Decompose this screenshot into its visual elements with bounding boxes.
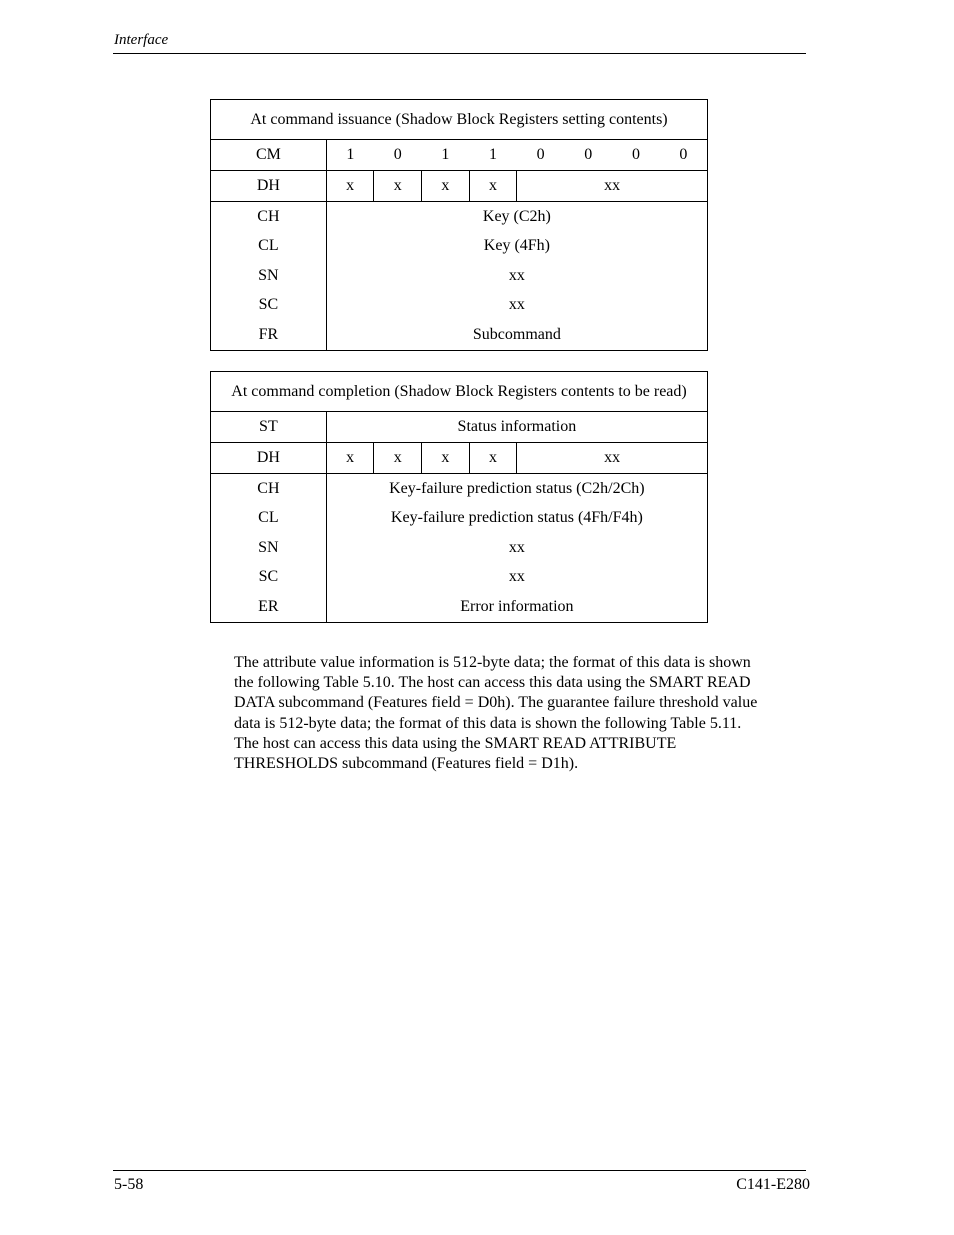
register-value-sn: xx bbox=[326, 261, 707, 291]
register-value-st: Status information bbox=[326, 412, 707, 443]
paragraph-line: DATA subcommand (Features field = D0h). The guarantee failure threshold value bbox=[234, 694, 758, 712]
register-label-sn: SN bbox=[211, 533, 327, 563]
register-label-fr: FR bbox=[211, 320, 327, 350]
register-label-cm: CM bbox=[211, 140, 327, 171]
issuance-register-table bbox=[210, 99, 708, 351]
dh-low-bits: xx bbox=[517, 443, 708, 474]
register-label-ch: CH bbox=[211, 202, 327, 232]
page-number: 5-58 bbox=[114, 1176, 144, 1193]
footer-rule bbox=[113, 1170, 806, 1171]
register-label-cl: CL bbox=[211, 232, 327, 262]
cm-bit-2: 0 bbox=[564, 140, 612, 171]
cm-bit-7: 1 bbox=[326, 140, 374, 171]
dh-bit-4: x bbox=[469, 443, 517, 474]
paragraph-line: The attribute value information is 512-byte data; the format of this data is shown bbox=[234, 654, 751, 671]
body-paragraph bbox=[234, 653, 814, 774]
register-value-fr: Subcommand bbox=[326, 320, 707, 350]
table-caption: At command issuance (Shadow Block Registers setting contents) bbox=[211, 100, 708, 140]
cm-bit-4: 1 bbox=[469, 140, 517, 171]
dh-bit-4: x bbox=[469, 171, 517, 202]
register-value-sn: xx bbox=[326, 533, 707, 563]
register-label-er: ER bbox=[211, 592, 327, 622]
register-label-ch: CH bbox=[211, 474, 327, 504]
header-rule bbox=[113, 53, 806, 54]
dh-bit-5: x bbox=[422, 171, 470, 202]
paragraph-line: the following Table 5.10. The host can access this data using the SMART READ bbox=[234, 674, 751, 692]
register-value-sc: xx bbox=[326, 563, 707, 593]
dh-bit-7: x bbox=[326, 443, 374, 474]
register-label-dh: DH bbox=[211, 171, 327, 202]
completion-register-table bbox=[210, 371, 708, 623]
paragraph-line: The host can access this data using the SMART READ ATTRIBUTE bbox=[234, 734, 677, 752]
dh-low-bits: xx bbox=[517, 171, 708, 202]
table-caption: At command completion (Shadow Block Registers contents to be read) bbox=[211, 372, 708, 412]
register-value-cl: Key-failure prediction status (4Fh/F4h) bbox=[326, 504, 707, 534]
register-label-cl: CL bbox=[211, 504, 327, 534]
paragraph-line: data is 512-byte data; the format of this data is shown the following Table 5.11. bbox=[234, 714, 742, 732]
dh-bit-6: x bbox=[374, 171, 422, 202]
register-value-sc: xx bbox=[326, 291, 707, 321]
register-value-er: Error information bbox=[326, 592, 707, 622]
dh-bit-6: x bbox=[374, 443, 422, 474]
register-label-st: ST bbox=[211, 412, 327, 443]
register-label-dh: DH bbox=[211, 443, 327, 474]
register-value-ch: Key (C2h) bbox=[326, 202, 707, 232]
register-label-sn: SN bbox=[211, 261, 327, 291]
dh-bit-7: x bbox=[326, 171, 374, 202]
register-value-cl: Key (4Fh) bbox=[326, 232, 707, 262]
register-value-ch: Key-failure prediction status (C2h/2Ch) bbox=[326, 474, 707, 504]
cm-bit-5: 1 bbox=[422, 140, 470, 171]
cm-bit-0: 0 bbox=[660, 140, 708, 171]
paragraph-line: THRESHOLDS subcommand (Features field = D1h). bbox=[234, 755, 579, 773]
cm-bit-6: 0 bbox=[374, 140, 422, 171]
register-label-sc: SC bbox=[211, 291, 327, 321]
cm-bit-1: 0 bbox=[612, 140, 660, 171]
cm-bit-3: 0 bbox=[517, 140, 565, 171]
dh-bit-5: x bbox=[422, 443, 470, 474]
register-label-sc: SC bbox=[211, 563, 327, 593]
document-id: C141-E280 bbox=[736, 1176, 810, 1193]
running-header: Interface bbox=[114, 32, 169, 48]
